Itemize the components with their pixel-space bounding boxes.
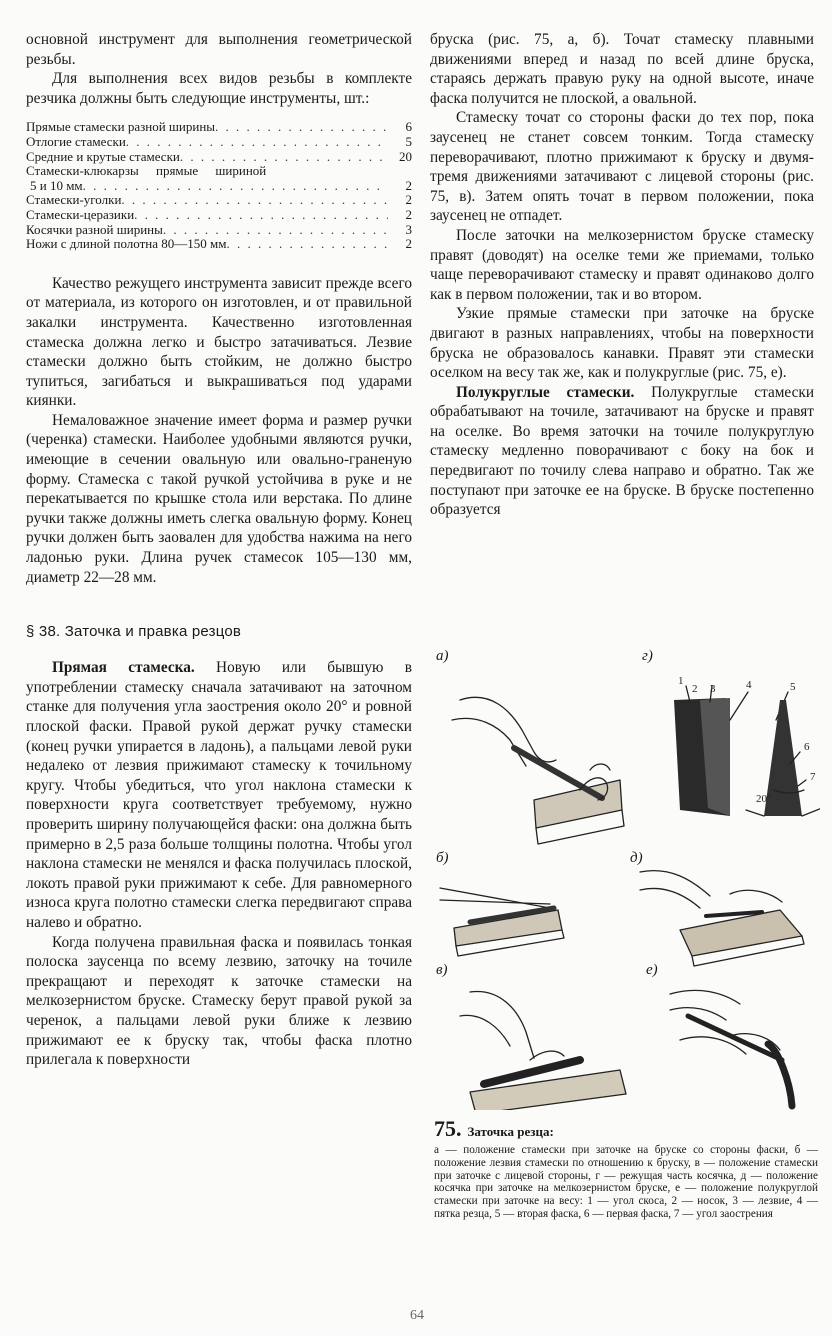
right-column <box>430 30 814 520</box>
panel-g <box>674 686 820 816</box>
paragraph: Качество режущего инструмента зависит прежде всего от материала, из которого он изготовлен, и от правильной закалки инструмента. Качественно изготовленная стамеска должна легко и быстро затачиваться. Лезвие стамески должно быть стойким, не должно быстро тупиться, загибаться и выкрашиваться под ударами киянки. <box>26 274 412 410</box>
section-heading: § 38. Заточка и правка резцов <box>26 623 242 641</box>
page-number: 64 <box>410 1308 424 1323</box>
panel-a <box>452 697 624 844</box>
list-item: Стамески-клюкарзы прямые шириной <box>26 163 267 179</box>
caption-text: а — положение стамески при заточке на бруске со стороны фаски, б — положение лезвия стамески по отношению к бруску, в — положение стамески при заточке с лицевой стороны, г — режущая часть косячка, д — положение косячка при заточке на мелкозернистом бруске, е — положение полукруглой стамески при заточке на весу: 1 — угол скоса, 2 — носок, 3 — лезвие, 4 — пятка резца, 5 — вторая фаска, 6 — первая фаска, 7 — угол заострения <box>434 1144 818 1220</box>
part-label: 7 <box>810 771 816 783</box>
part-label: 4 <box>746 679 752 691</box>
part-label: 2 <box>692 683 698 695</box>
paragraph: После заточки на мелкозернистом бруске стамеску правят (доводят) на оселке теми же приемами, только чаще переворачивают стамеску и правят одинаково долго как в первом положении, так и во втором. <box>430 226 814 303</box>
caption-title: 75. Заточка резца: <box>434 1116 554 1141</box>
run-in-heading: Полукруглые стамески. <box>456 383 635 401</box>
panel-label: б) <box>436 850 449 866</box>
paragraph: Полукруглые стамески. Полукруглые стамески обрабатывают на точиле, затачивают на бруске и правят на оселке. Во время заточки на точиле полукруглую стамеску медленно поворачивают с боку на бок и передвигают по точилу слева направо и обратно. Так же поступают при заточке ее на бруске. В бруске постепенно образуется <box>430 383 815 519</box>
angle-label: 20° <box>756 793 772 805</box>
figure-illustration <box>430 640 820 1110</box>
panel-label: д) <box>630 850 643 866</box>
paragraph: Когда получена правильная фаска и появилась тонкая полоска заусенца по всему лезвию, заточку на точиле прекращают и переходят к заточке стамески на мелкозернистом бруске. Стамеску берут правой рукой за черенок, а пальцами левой руки ближе к лезвию прижимают ее к бруску так, чтобы фаска плотно прилегала к поверхности <box>26 933 412 1069</box>
figure-75 <box>430 640 820 1110</box>
part-label: 1 <box>678 675 684 687</box>
panel-label: г) <box>642 648 653 664</box>
paragraph: Узкие прямые стамески при заточке на бруске двигают в разных направлениях, чтобы на поверхности бруска не образовалось канавки. Правят эти стамески оселком на весу так же, как и полукруглые (рис. 75, е). <box>430 305 814 382</box>
list-item: Стамески-церазики . . . 2 <box>26 208 412 223</box>
run-in-heading: Прямая стамеска. <box>52 659 195 677</box>
panel-b <box>440 888 564 956</box>
panel-e <box>670 990 792 1106</box>
paragraph: Немаловажное значение имеет форма и размер ручки (черенка) стамески. Наиболее удобными являются ручки, имеющие в сечении овальную или овально-граненую форму. Стамеска с такой ручкой устойчива в руке и не перекатывается по крышке стола или верстака. По длине ручки также должны иметь слегка овальную форму. Конец ручки должен быть заовален для удобства нажима на него ладонью руки. Длина ручек стамесок 105—130 мм, диаметр 22—28 мм. <box>26 411 412 586</box>
panel-d <box>640 871 804 966</box>
list-item: Косячки разной ширины . . . 3 <box>26 223 412 238</box>
panel-label: е) <box>646 962 658 978</box>
list-item: Средние и крутые стамески . . . 20 <box>26 150 412 165</box>
paragraph: основной инструмент для выполнения геометрической резьбы. <box>26 31 412 68</box>
paragraph: Стамеску точат со стороны фаски до тех пор, пока заусенец не станет совсем тонким. Тогда стамеску переворачивают, плотно прижимают к бруску и двумя-тремя движениями затачивают с лицевой стороны (рис. 75, в). Затем опять точат в первом положении, пока заусенец не отпадет. <box>430 109 814 225</box>
list-item: Отлогие стамески . . . 5 <box>26 135 412 150</box>
list-item: 5 и 10 мм . . . 2 <box>26 179 412 194</box>
panel-v <box>460 992 626 1110</box>
list-item: Стамески-уголки . . . 2 <box>26 193 412 208</box>
part-label: 5 <box>790 681 796 693</box>
list-item: Ножи с длиной полотна 80—150 мм . . . 2 <box>26 237 412 252</box>
part-label: 3 <box>710 683 716 695</box>
paragraph: Прямая стамеска. Новую или бывшую в употреблении стамеску сначала затачивают на заточном станке для получения угла заострения около 20° и ровной плоской фаски. Правой рукой держат ручку стамески (конец ручки упирается в ладонь), а пальцами левой руки недалеко от лезвия прижимают стамеску к точильному кругу. Чтобы убедиться, что угол наклона стамески к поверхности круга соответствует требуемому, нужно проверить ширину получающейся фаски: она должна быть примерно в 2,5 раза больше толщины полотна. Чтобы угол наклона стамески не менялся и фаска получилась плоской, локоть правой руки прижимают к себе. Для равномерного износа круга полотно стамески слегка передвигают справа налево и обратно. <box>26 659 412 931</box>
part-label: 6 <box>804 741 810 753</box>
tool-list <box>26 120 412 251</box>
figure-caption <box>434 1116 818 1221</box>
panel-label: а) <box>436 648 449 664</box>
panel-label: в) <box>436 962 448 978</box>
paragraph: бруска (рис. 75, а, б). Точат стамеску плавными движениями вперед и назад по всей длине бруска, стараясь держать правую руку на одной высоте, иначе фаска получится не плоской, а овальной. <box>430 31 814 107</box>
left-column <box>26 30 412 1070</box>
paragraph: Для выполнения всех видов резьбы в комплекте резчика должны быть следующие инструменты, шт.: <box>26 70 412 107</box>
list-item: Прямые стамески разной ширины . . . 6 <box>26 120 412 135</box>
